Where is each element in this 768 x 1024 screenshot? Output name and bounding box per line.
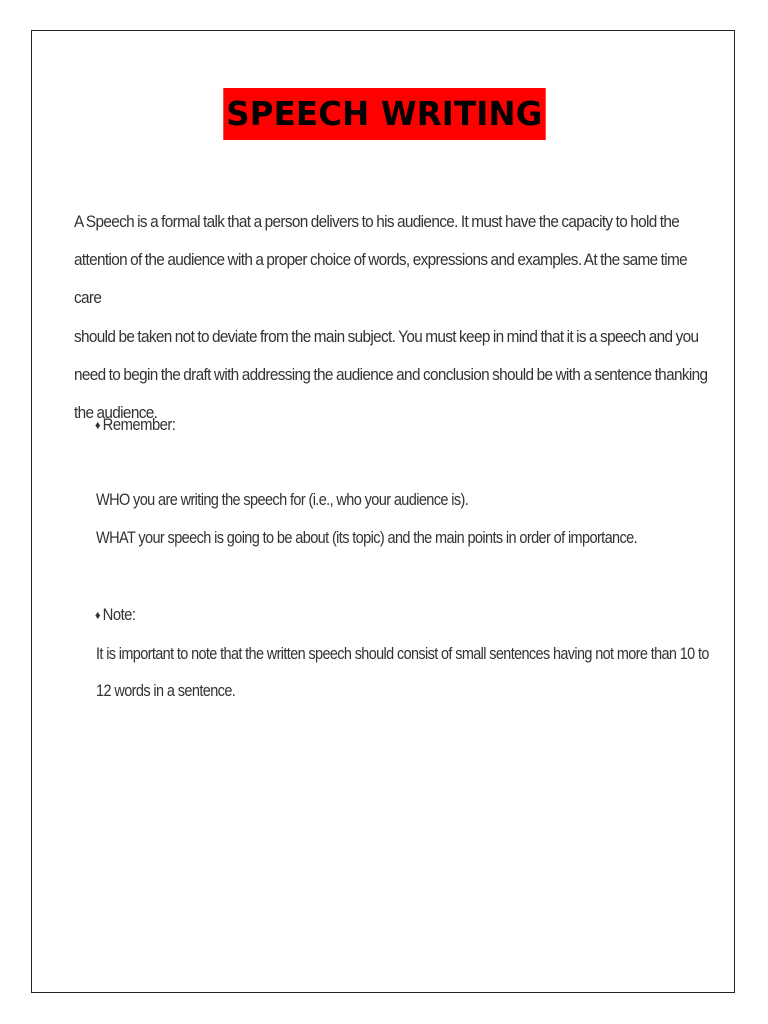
- remember-who-line: WHO you are writing the speech for (i.e., who your audience is).: [96, 491, 469, 509]
- remember-heading-label: Remember:: [102, 416, 176, 434]
- remember-what-line: WHAT your speech is going to be about (its topic) and the main points in order of importance.: [96, 529, 638, 547]
- remember-heading: [95, 416, 175, 435]
- diamond-bullet-icon: ♦: [95, 418, 100, 432]
- page-title: SPEECH WRITING: [223, 88, 545, 140]
- intro-line: attention of the audience with a proper choice of words, expressions and examples. At the same time care: [74, 251, 688, 308]
- intro-line: the audience.: [74, 404, 158, 423]
- note-heading: [95, 606, 135, 625]
- intro-line: should be taken not to deviate from the main subject. You must keep in mind that it is a speech and you: [74, 327, 699, 346]
- note-line: It is important to note that the written speech should consist of small sentences having not more than 10 to: [96, 645, 709, 663]
- intro-line: need to begin the draft with addressing the audience and conclusion should be with a sentence thanking: [74, 365, 708, 384]
- page-border: [31, 30, 735, 993]
- intro-line: A Speech is a formal talk that a person delivers to his audience. It must have the capacity to hold the: [74, 213, 680, 231]
- intro-paragraph: [74, 203, 716, 432]
- title-container: [0, 88, 768, 140]
- note-heading-label: Note:: [102, 606, 136, 624]
- note-line: 12 words in a sentence.: [96, 682, 236, 700]
- diamond-bullet-icon: ♦: [95, 608, 100, 622]
